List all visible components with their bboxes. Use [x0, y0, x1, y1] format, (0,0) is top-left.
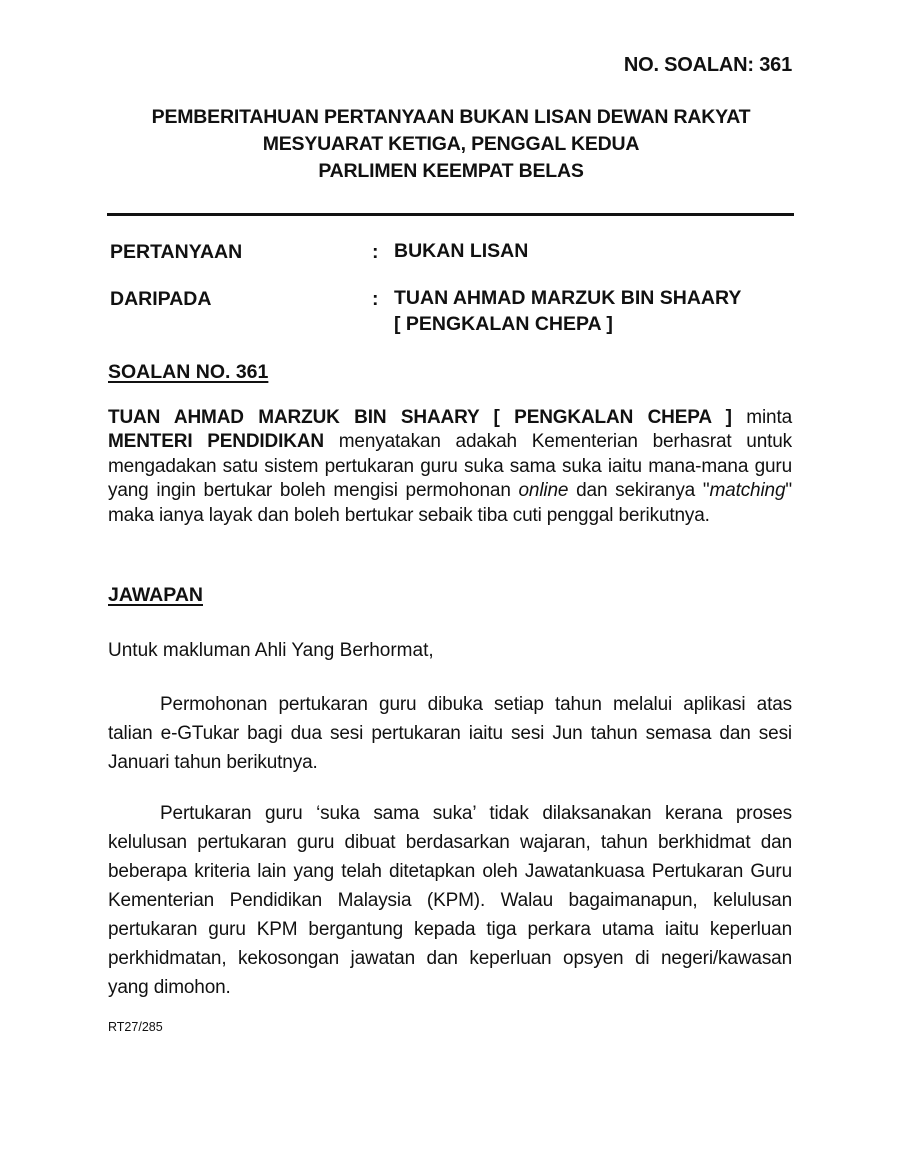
- pertanyaan-colon: :: [372, 241, 379, 263]
- answer-paragraph-2-text: Pertukaran guru ‘suka sama suka’ tidak dilaksanakan kerana proses kelulusan pertukaran guru dibuat berdasarkan wajaran, tahun berkhidmat dan beberapa kriteria lain yang telah ditetapkan oleh Jawatankuasa Pertukaran Guru Kementerian Pendidikan Malaysia (KPM). Walau bagaimanapun, kelulusan pertukaran guru KPM bergantung kepada tiga perkara utama iaitu keperluan perkhidmatan, kekosongan jawatan dan keperluan opsyen di negeri/kawasan yang dimohon.: [108, 803, 792, 998]
- question-paragraph: [108, 406, 792, 528]
- question-heading: SOALAN NO. 361: [108, 361, 269, 383]
- answer-greeting: Untuk makluman Ahli Yang Berhormat,: [108, 640, 434, 661]
- daripada-value: [394, 285, 741, 337]
- question-number: NO. SOALAN: 361: [623, 54, 792, 76]
- title-line-3: PARLIMEN KEEMPAT BELAS: [318, 160, 584, 182]
- italic-matching: matching: [709, 480, 786, 502]
- pertanyaan-value: BUKAN LISAN: [394, 240, 529, 262]
- answer-paragraph-2: [108, 799, 792, 1002]
- footer-code: RT27/285: [108, 1020, 163, 1034]
- question-text-4: " maka ianya layak dan boleh bertukar sebaik tiba cuti penggal berikutnya.: [108, 480, 792, 526]
- minister-name: MENTERI PENDIDIKAN: [108, 431, 324, 453]
- question-text-2: menyatakan adakah Kementerian berhasrat untuk mengadakan satu sistem pertukaran guru suka sama suka iaitu mana-mana guru yang ingin bertukar boleh mengisi permohonan: [108, 431, 793, 502]
- asker-name: TUAN AHMAD MARZUK BIN SHAARY [ PENGKALAN CHEPA ]: [108, 407, 732, 428]
- answer-paragraph-1-text: Permohonan pertukaran guru dibuka setiap tahun melalui aplikasi atas talian e-GTukar bagi dua sesi pertukaran iaitu sesi Jun tahun semasa dan sesi Januari tahun berikutnya.: [108, 694, 792, 773]
- pertanyaan-label: PERTANYAAN: [110, 241, 243, 263]
- daripada-name: TUAN AHMAD MARZUK BIN SHAARY: [394, 287, 742, 309]
- horizontal-divider: [107, 213, 794, 216]
- title-line-1: PEMBERITAHUAN PERTANYAAN BUKAN LISAN DEWAN RAKYAT: [151, 106, 751, 128]
- daripada-label: DARIPADA: [110, 288, 212, 310]
- answer-paragraph-1: [108, 690, 792, 777]
- document-title: [108, 104, 794, 185]
- daripada-colon: :: [372, 288, 379, 310]
- italic-online: online: [518, 480, 569, 502]
- question-text-1: minta: [731, 407, 792, 428]
- question-text-3: dan sekiranya ": [568, 480, 710, 502]
- answer-heading: JAWAPAN: [108, 584, 203, 606]
- title-line-2: MESYUARAT KETIGA, PENGGAL KEDUA: [262, 133, 640, 155]
- daripada-constituency: [ PENGKALAN CHEPA ]: [394, 313, 613, 335]
